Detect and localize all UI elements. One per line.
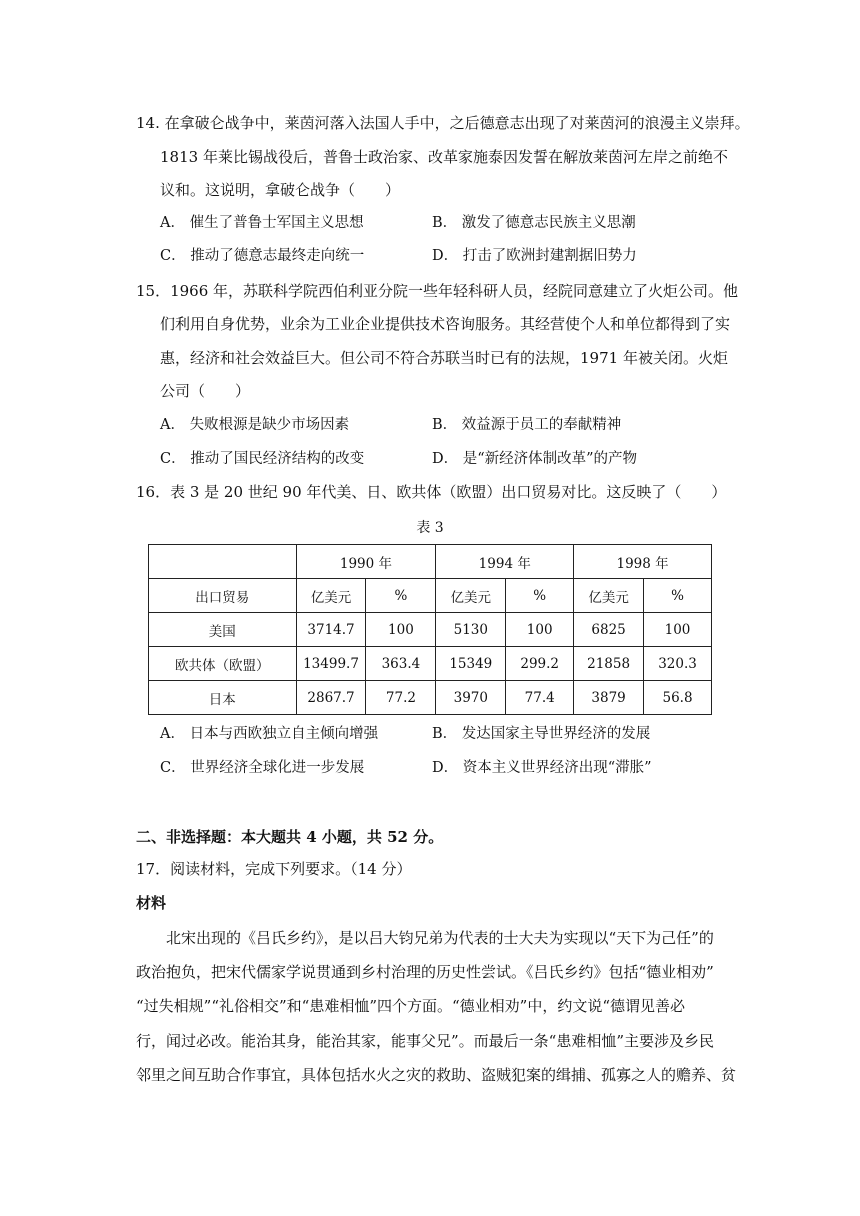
table-cell: 77.4 — [506, 681, 574, 715]
question-15-option-c: C． 推动了国民经济结构的改变 — [160, 451, 365, 467]
table-cell: 15349 — [436, 647, 506, 681]
table-row — [149, 681, 712, 715]
export-trade-table — [148, 544, 712, 715]
question-15-option-b: B． 效益源于员工的奉献精神 — [432, 417, 622, 433]
year-header: 1994 年 — [436, 545, 574, 579]
question-16-option-a: A． 日本与西欧独立自主倾向增强 — [160, 726, 379, 742]
table-cell: 100 — [644, 613, 712, 647]
table-cell: 100 — [366, 613, 436, 647]
question-16-option-c: C． 世界经济全球化进一步发展 — [160, 760, 365, 776]
table-cell: 5130 — [436, 613, 506, 647]
table-cell: 21858 — [574, 647, 644, 681]
table-row — [149, 647, 712, 681]
question-15-line-1: 15．1966 年，苏联科学院西伯利亚分院一些年轻科研人员，经院同意建立了火炬公司。他 — [136, 282, 739, 300]
table-cell: 363.4 — [366, 647, 436, 681]
question-14-option-a: A． 催生了普鲁士军国主义思想 — [160, 215, 364, 231]
unit-label: 亿美元 — [296, 579, 366, 613]
row-name: 日本 — [149, 681, 297, 715]
year-header: 1990 年 — [296, 545, 436, 579]
table-corner-cell — [149, 545, 297, 579]
table-cell: 3970 — [436, 681, 506, 715]
question-15-option-d: D． 是“新经济体制改革”的产物 — [432, 451, 638, 467]
unit-label: % — [366, 579, 436, 613]
table-cell: 3879 — [574, 681, 644, 715]
material-line-3: “过失相规”“礼俗相交”和“患难相恤”四个方面。“德业相劝”中，约文说“德谓见善必 — [136, 997, 686, 1015]
row-name: 欧共体（欧盟） — [149, 647, 297, 681]
material-line-1: 北宋出现的《吕氏乡约》，是以吕大钧兄弟为代表的士大夫为实现以“天下为己任”的 — [166, 929, 714, 947]
question-17-prompt: 17．阅读材料，完成下列要求。（14 分） — [136, 860, 412, 878]
question-14-line-2: 1813 年莱比锡战役后，普鲁士政治家、改革家施泰因发誓在解放莱茵河左岸之前绝不 — [160, 148, 728, 166]
table-header-row — [149, 545, 712, 579]
table-cell: 100 — [506, 613, 574, 647]
unit-label: 亿美元 — [574, 579, 644, 613]
question-15-line-4: 公司（ ） — [160, 382, 251, 400]
material-line-5: 邻里之间互助合作事宜，具体包括水火之灾的救助、盗贼犯案的缉捕、孤寡之人的赡养、贫 — [136, 1066, 737, 1084]
question-14-option-c: C． 推动了德意志最终走向统一 — [160, 248, 365, 264]
question-16-option-b: B． 发达国家主导世界经济的发展 — [432, 726, 651, 742]
section-heading: 二、非选择题：本大题共 4 小题，共 52 分。 — [136, 828, 444, 846]
question-15-line-2: 们利用自身优势，业余为工业企业提供技术咨询服务。其经营使个人和单位都得到了实 — [160, 315, 731, 333]
question-14-option-d: D． 打击了欧洲封建割据旧势力 — [432, 248, 637, 264]
table-row — [149, 613, 712, 647]
row-header-label: 出口贸易 — [149, 579, 297, 613]
question-15-option-a: A． 失败根源是缺少市场因素 — [160, 417, 350, 433]
table-cell: 13499.7 — [296, 647, 366, 681]
question-14-line-3: 议和。这说明，拿破仑战争（ ） — [160, 181, 401, 199]
table-cell: 2867.7 — [296, 681, 366, 715]
table-cell: 77.2 — [366, 681, 436, 715]
question-16-line-1: 16．表 3 是 20 世纪 90 年代美、日、欧共体（欧盟）出口贸易对比。这反映了（ ） — [136, 483, 727, 501]
question-16-option-d: D． 资本主义世界经济出现“滞胀” — [432, 760, 652, 776]
table-cell: 56.8 — [644, 681, 712, 715]
table-cell: 6825 — [574, 613, 644, 647]
unit-label: % — [506, 579, 574, 613]
table-caption: 表 3 — [416, 520, 444, 536]
unit-label: % — [644, 579, 712, 613]
year-header: 1998 年 — [574, 545, 712, 579]
material-line-4: 行，闻过必改。能治其身，能治其家，能事父兄”。而最后一条“患难相恤”主要涉及乡民 — [136, 1032, 715, 1050]
material-label: 材料 — [136, 894, 167, 912]
unit-label: 亿美元 — [436, 579, 506, 613]
table-cell: 299.2 — [506, 647, 574, 681]
table-cell: 3714.7 — [296, 613, 366, 647]
row-name: 美国 — [149, 613, 297, 647]
question-14-option-b: B． 激发了德意志民族主义思潮 — [432, 215, 636, 231]
table-unit-row — [149, 579, 712, 613]
question-15-line-3: 惠，经济和社会效益巨大。但公司不符合苏联当时已有的法规，1971 年被关闭。火炬 — [160, 349, 728, 367]
table-cell: 320.3 — [644, 647, 712, 681]
question-14-line-1: 14. 在拿破仑战争中，莱茵河落入法国人手中，之后德意志出现了对莱茵河的浪漫主义崇拜。 — [136, 114, 750, 132]
material-line-2: 政治抱负，把宋代儒家学说贯通到乡村治理的历史性尝试。《吕氏乡约》包括“德业相劝” — [136, 963, 714, 981]
